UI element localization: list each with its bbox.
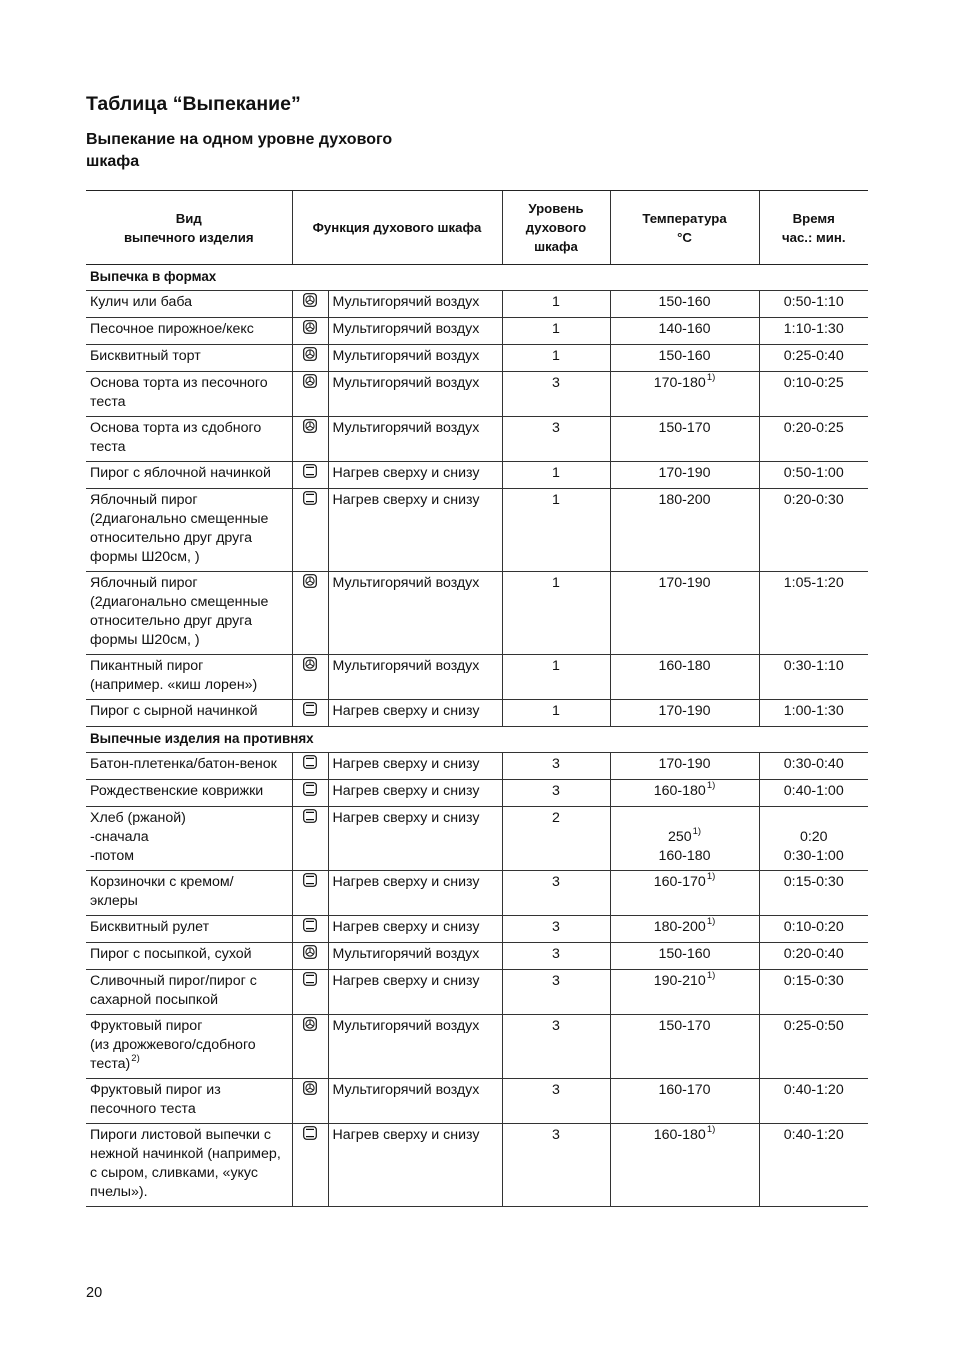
cell-temperature: 170-190 [610, 753, 759, 780]
cell-level: 1 [502, 655, 610, 700]
cell-level: 1 [502, 345, 610, 372]
cell-level: 1 [502, 291, 610, 318]
cell-level: 3 [502, 1015, 610, 1079]
cell-time: 0:20-0:25 [759, 417, 868, 462]
cell-temperature: 160-180$^{1)}$ [610, 780, 759, 807]
table-row [86, 943, 868, 970]
cell-product: Пирог с яблочной начинкой [86, 462, 292, 489]
cell-time: 0:25-0:50 [759, 1015, 868, 1079]
top-bottom-heat-icon [303, 918, 317, 932]
cell-product: Корзиночки с кремом/ эклеры [86, 871, 292, 916]
cell-temperature: 150-170 [610, 1015, 759, 1079]
fan-icon [303, 347, 317, 361]
cell-function: Мультигорячий воздух [328, 318, 502, 345]
cell-temperature: 190-210$^{1)}$ [610, 970, 759, 1015]
table-header [86, 191, 868, 265]
table-row [86, 1079, 868, 1124]
table-row [86, 970, 868, 1015]
cell-level: 3 [502, 753, 610, 780]
table-row [86, 780, 868, 807]
cell-function: Мультигорячий воздух [328, 572, 502, 655]
cell-time: 0:10-0:20 [759, 916, 868, 943]
cell-temperature: 160-180$^{1)}$ [610, 1124, 759, 1207]
cell-product: Яблочный пирог (2диагонально смещенные относительно друг друга формы Ш20см, ) [86, 489, 292, 572]
cell-level: 3 [502, 417, 610, 462]
fan-icon [303, 1017, 317, 1031]
cell-time: 0:25-0:40 [759, 345, 868, 372]
cell-function-icon [292, 1124, 328, 1207]
cell-temperature: 170-190 [610, 700, 759, 727]
cell-level: 3 [502, 1079, 610, 1124]
cell-temperature: 170-190 [610, 572, 759, 655]
cell-function-icon [292, 780, 328, 807]
fan-icon [303, 374, 317, 388]
cell-function: Нагрев сверху и снизу [328, 700, 502, 727]
cell-temperature: 160-170 [610, 1079, 759, 1124]
cell-function-icon [292, 318, 328, 345]
cell-function-icon [292, 753, 328, 780]
cell-function: Мультигорячий воздух [328, 1079, 502, 1124]
table-row [86, 318, 868, 345]
cell-time: 0:15-0:30 [759, 871, 868, 916]
cell-temperature: 150-160 [610, 291, 759, 318]
header-time: Время час.: мин. [759, 191, 868, 265]
cell-time: 0:20-0:30 [759, 489, 868, 572]
cell-product: Бисквитный торт [86, 345, 292, 372]
cell-function: Мультигорячий воздух [328, 417, 502, 462]
page-title: Таблица “Выпекание” [86, 93, 301, 115]
table-row [86, 916, 868, 943]
cell-product: Пирог с сырной начинкой [86, 700, 292, 727]
cell-function: Нагрев сверху и снизу [328, 871, 502, 916]
cell-function: Нагрев сверху и снизу [328, 970, 502, 1015]
cell-level: 1 [502, 572, 610, 655]
cell-function-icon [292, 462, 328, 489]
table-row [86, 807, 868, 871]
cell-function-icon [292, 291, 328, 318]
cell-function: Мультигорячий воздух [328, 372, 502, 417]
cell-function: Нагрев сверху и снизу [328, 462, 502, 489]
cell-function-icon [292, 807, 328, 871]
page-number: 20 [86, 1285, 103, 1301]
cell-temperature: 160-180 [610, 655, 759, 700]
cell-product: Пикантный пирог (например. «киш лорен») [86, 655, 292, 700]
cell-level: 3 [502, 780, 610, 807]
cell-level: 1 [502, 318, 610, 345]
fan-icon [303, 574, 317, 588]
table-row [86, 700, 868, 727]
cell-function: Нагрев сверху и снизу [328, 1124, 502, 1207]
cell-level: 3 [502, 1124, 610, 1207]
cell-time: 1:10-1:30 [759, 318, 868, 345]
cell-time: 0:50-1:00 [759, 462, 868, 489]
cell-product: Основа торта из сдобного теста [86, 417, 292, 462]
cell-function-icon [292, 1015, 328, 1079]
cell-time: 0:50-1:10 [759, 291, 868, 318]
cell-time: 0:20 0:30-1:00 [759, 807, 868, 871]
section-title: Выпечные изделия на противнях [86, 727, 868, 753]
cell-temperature: 170-180$^{1)}$ [610, 372, 759, 417]
top-bottom-heat-icon [303, 464, 317, 478]
cell-product: Песочное пирожное/кекс [86, 318, 292, 345]
cell-time: 0:40-1:20 [759, 1124, 868, 1207]
cell-function: Нагрев сверху и снизу [328, 780, 502, 807]
baking-table [86, 190, 868, 1207]
top-bottom-heat-icon [303, 972, 317, 986]
cell-temperature: 250$^{1)}$ 160-180 [610, 807, 759, 871]
table-row [86, 871, 868, 916]
cell-product: Яблочный пирог (2диагонально смещенные относительно друг друга формы Ш20см, ) [86, 572, 292, 655]
cell-temperature: 160-170$^{1)}$ [610, 871, 759, 916]
cell-product: Фруктовый пирог (из дрожжевого/сдобного теста)$^{2)}$ [86, 1015, 292, 1079]
cell-temperature: 150-160 [610, 345, 759, 372]
cell-product: Пирог с посыпкой, сухой [86, 943, 292, 970]
table-row [86, 1015, 868, 1079]
cell-function: Нагрев сверху и снизу [328, 807, 502, 871]
fan-icon [303, 320, 317, 334]
table-row [86, 753, 868, 780]
cell-time: 0:30-1:10 [759, 655, 868, 700]
cell-level: 3 [502, 372, 610, 417]
cell-time: 1:00-1:30 [759, 700, 868, 727]
cell-level: 1 [502, 700, 610, 727]
cell-level: 3 [502, 943, 610, 970]
cell-product: Бисквитный рулет [86, 916, 292, 943]
section-row [86, 265, 868, 291]
cell-function-icon [292, 417, 328, 462]
cell-level: 3 [502, 916, 610, 943]
cell-function: Мультигорячий воздух [328, 943, 502, 970]
top-bottom-heat-icon [303, 782, 317, 796]
fan-icon [303, 945, 317, 959]
cell-product: Хлеб (ржаной) -сначала -потом [86, 807, 292, 871]
cell-function-icon [292, 372, 328, 417]
cell-function-icon [292, 916, 328, 943]
top-bottom-heat-icon [303, 755, 317, 769]
cell-level: 1 [502, 462, 610, 489]
cell-function-icon [292, 489, 328, 572]
cell-time: 0:40-1:00 [759, 780, 868, 807]
cell-level: 3 [502, 970, 610, 1015]
cell-function-icon [292, 943, 328, 970]
cell-time: 0:15-0:30 [759, 970, 868, 1015]
cell-product: Сливочный пирог/пирог с сахарной посыпкой [86, 970, 292, 1015]
cell-function-icon [292, 655, 328, 700]
cell-function-icon [292, 345, 328, 372]
cell-temperature: 150-160 [610, 943, 759, 970]
cell-function: Нагрев сверху и снизу [328, 489, 502, 572]
table-row [86, 345, 868, 372]
cell-time: 1:05-1:20 [759, 572, 868, 655]
cell-time: 0:20-0:40 [759, 943, 868, 970]
fan-icon [303, 419, 317, 433]
top-bottom-heat-icon [303, 809, 317, 823]
section-row [86, 727, 868, 753]
cell-function: Мультигорячий воздух [328, 1015, 502, 1079]
cell-product: Пироги листовой выпечки с нежной начинкой (например, с сыром, сливками, «укус пчелы»). [86, 1124, 292, 1207]
top-bottom-heat-icon [303, 491, 317, 505]
header-product: Вид выпечного изделия [86, 191, 292, 265]
cell-level: 2 [502, 807, 610, 871]
cell-time: 0:10-0:25 [759, 372, 868, 417]
page-subtitle: Выпекание на одном уровне духового шкафа [86, 131, 393, 170]
cell-product: Рождественские коврижки [86, 780, 292, 807]
fan-icon [303, 293, 317, 307]
cell-temperature: 140-160 [610, 318, 759, 345]
fan-icon [303, 657, 317, 671]
table-row [86, 372, 868, 417]
table-row [86, 489, 868, 572]
cell-temperature: 170-190 [610, 462, 759, 489]
table-row [86, 1124, 868, 1207]
cell-function: Нагрев сверху и снизу [328, 916, 502, 943]
cell-temperature: 180-200 [610, 489, 759, 572]
cell-level: 1 [502, 489, 610, 572]
fan-icon [303, 1081, 317, 1095]
cell-function: Мультигорячий воздух [328, 345, 502, 372]
header-level: Уровень духового шкафа [502, 191, 610, 265]
cell-product: Батон-плетенка/батон-венок [86, 753, 292, 780]
top-bottom-heat-icon [303, 1126, 317, 1140]
cell-function-icon [292, 1079, 328, 1124]
header-temperature: Температура °C [610, 191, 759, 265]
table-row [86, 291, 868, 318]
table-row [86, 462, 868, 489]
cell-function-icon [292, 970, 328, 1015]
table-body [86, 265, 868, 1207]
table-row [86, 572, 868, 655]
cell-function: Мультигорячий воздух [328, 291, 502, 318]
cell-temperature: 150-170 [610, 417, 759, 462]
top-bottom-heat-icon [303, 873, 317, 887]
table-row [86, 417, 868, 462]
cell-function: Мультигорячий воздух [328, 655, 502, 700]
section-title: Выпечка в формах [86, 265, 868, 291]
cell-function-icon [292, 572, 328, 655]
cell-function-icon [292, 700, 328, 727]
cell-function-icon [292, 871, 328, 916]
top-bottom-heat-icon [303, 702, 317, 716]
cell-time: 0:30-0:40 [759, 753, 868, 780]
cell-temperature: 180-200$^{1)}$ [610, 916, 759, 943]
cell-level: 3 [502, 871, 610, 916]
cell-time: 0:40-1:20 [759, 1079, 868, 1124]
header-function: Функция духового шкафа [292, 191, 502, 265]
cell-function: Нагрев сверху и снизу [328, 753, 502, 780]
cell-product: Основа торта из песочного теста [86, 372, 292, 417]
cell-product: Фруктовый пирог из песочного теста [86, 1079, 292, 1124]
cell-product: Кулич или баба [86, 291, 292, 318]
table-row [86, 655, 868, 700]
